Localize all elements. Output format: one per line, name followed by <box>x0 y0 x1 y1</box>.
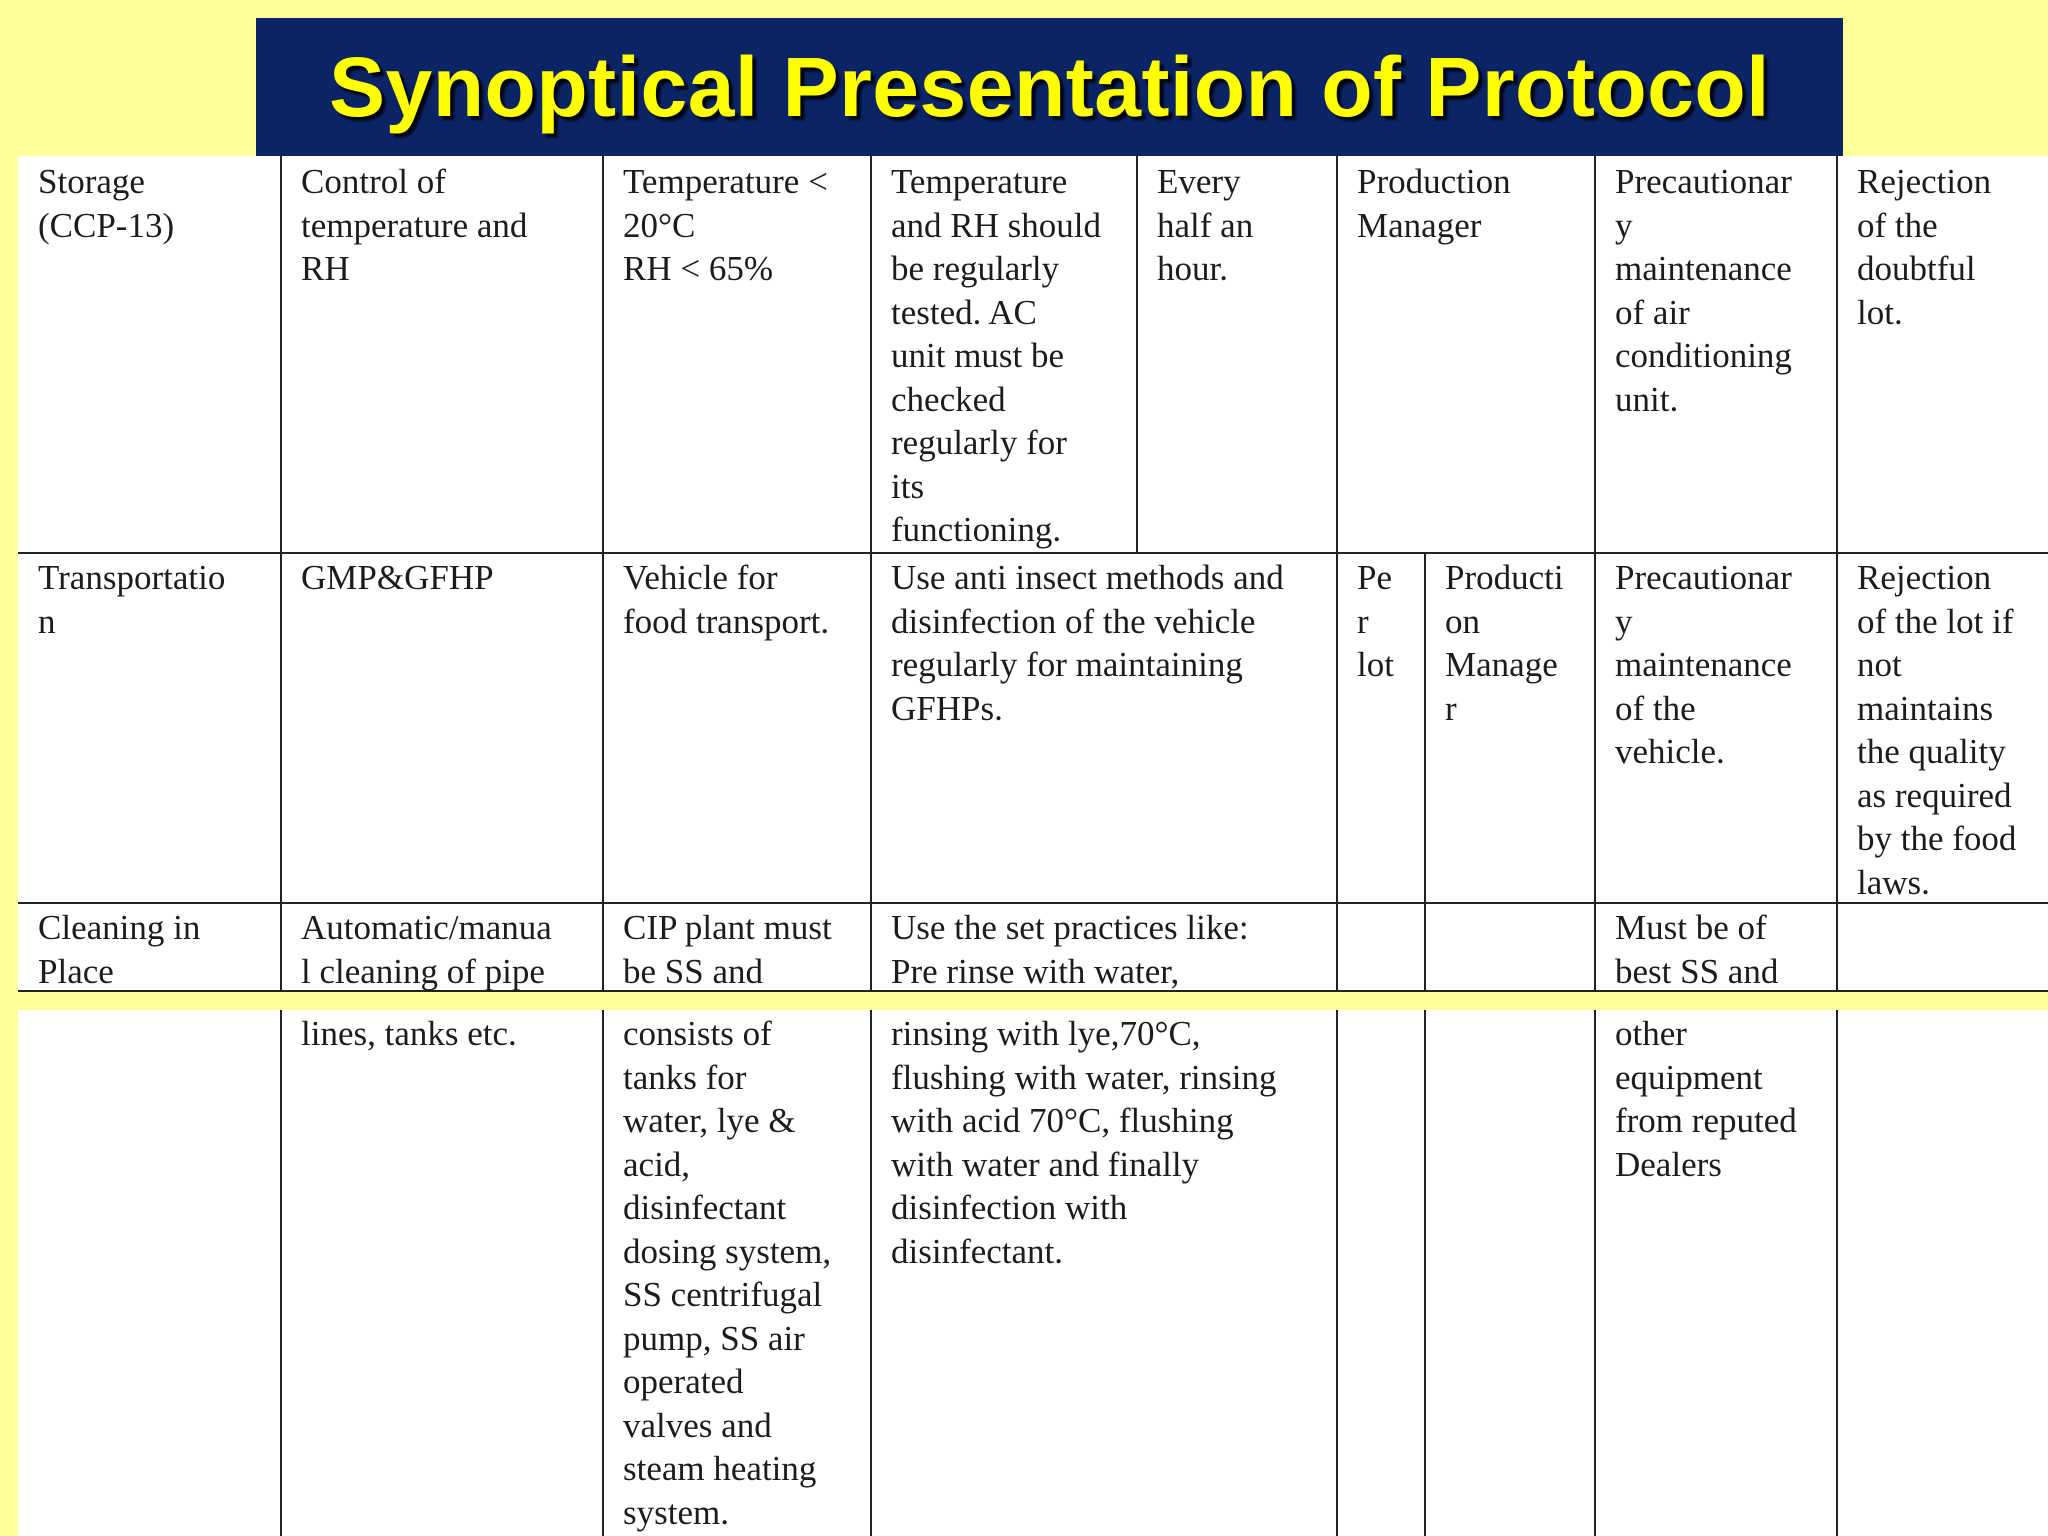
cell-monitoring-cont: rinsing with lye,70°C, flushing with water, rinsing with acid 70°C, flushing with water and finally disinfection with disinfectant. <box>891 1014 1277 1271</box>
column-divider <box>1336 1010 1338 1536</box>
cell-critical-limit: Temperature < 20°C RH < 65% <box>623 162 828 288</box>
cell-frequency: Every half an hour. <box>1157 162 1254 288</box>
cell-hazard-control: GMP&GFHP <box>301 558 494 597</box>
row-divider <box>18 902 2048 904</box>
cell-corrective-action-cont: other equipment from reputed Dealers <box>1615 1014 1797 1184</box>
title-banner <box>256 18 1843 156</box>
protocol-table-top <box>18 156 2048 992</box>
cell-hazard-control: Automatic/manua l cleaning of pipe <box>301 908 552 991</box>
cell-critical-limit: CIP plant must be SS and <box>623 908 832 991</box>
column-divider <box>1424 1010 1426 1536</box>
row-divider <box>18 552 2048 554</box>
cell-step-storage: Storage (CCP-13) <box>38 162 175 245</box>
column-divider <box>1836 1010 1838 1536</box>
cell-responsibility: Producti on Manage r <box>1445 558 1564 728</box>
cell-corrective-action: Must be of best SS and <box>1615 908 1779 991</box>
cell-monitoring: Use the set practices like: Pre rinse with water, <box>891 908 1249 991</box>
cell-step-transportation: Transportatio n <box>38 558 226 641</box>
cell-hazard-control-cont: lines, tanks etc. <box>301 1014 517 1053</box>
cell-corrective-action: Precautionar y maintenance of air conditioning unit. <box>1615 162 1792 419</box>
column-divider <box>280 1010 282 1536</box>
cell-hazard-control: Control of temperature and RH <box>301 162 528 288</box>
cell-rejection: Rejection of the doubtful lot. <box>1857 162 1992 332</box>
cell-responsibility: Production Manager <box>1357 162 1511 245</box>
cell-monitoring: Use anti insect methods and disinfection of the vehicle regularly for maintaining GFHPs. <box>891 558 1284 728</box>
cell-critical-limit: Vehicle for food transport. <box>623 558 830 641</box>
cell-step-cip: Cleaning in Place <box>38 908 201 991</box>
cell-corrective-action: Precautionar y maintenance of the vehicle. <box>1615 558 1792 771</box>
slide-title: Synoptical Presentation of Protocol <box>328 39 1771 134</box>
cell-rejection: Rejection of the lot if not maintains the quality as required by the food laws. <box>1857 558 2017 902</box>
cell-frequency: Pe r lot <box>1357 558 1394 684</box>
cell-critical-limit-cont: consists of tanks for water, lye & acid, disinfectant dosing system, SS centrifugal pump, SS air operated valves and steam heating system. <box>623 1014 832 1532</box>
protocol-table-continued <box>18 1010 2048 1536</box>
cell-monitoring: Temperature and RH should be regularly tested. AC unit must be checked regularly for its functioning. <box>891 162 1101 549</box>
